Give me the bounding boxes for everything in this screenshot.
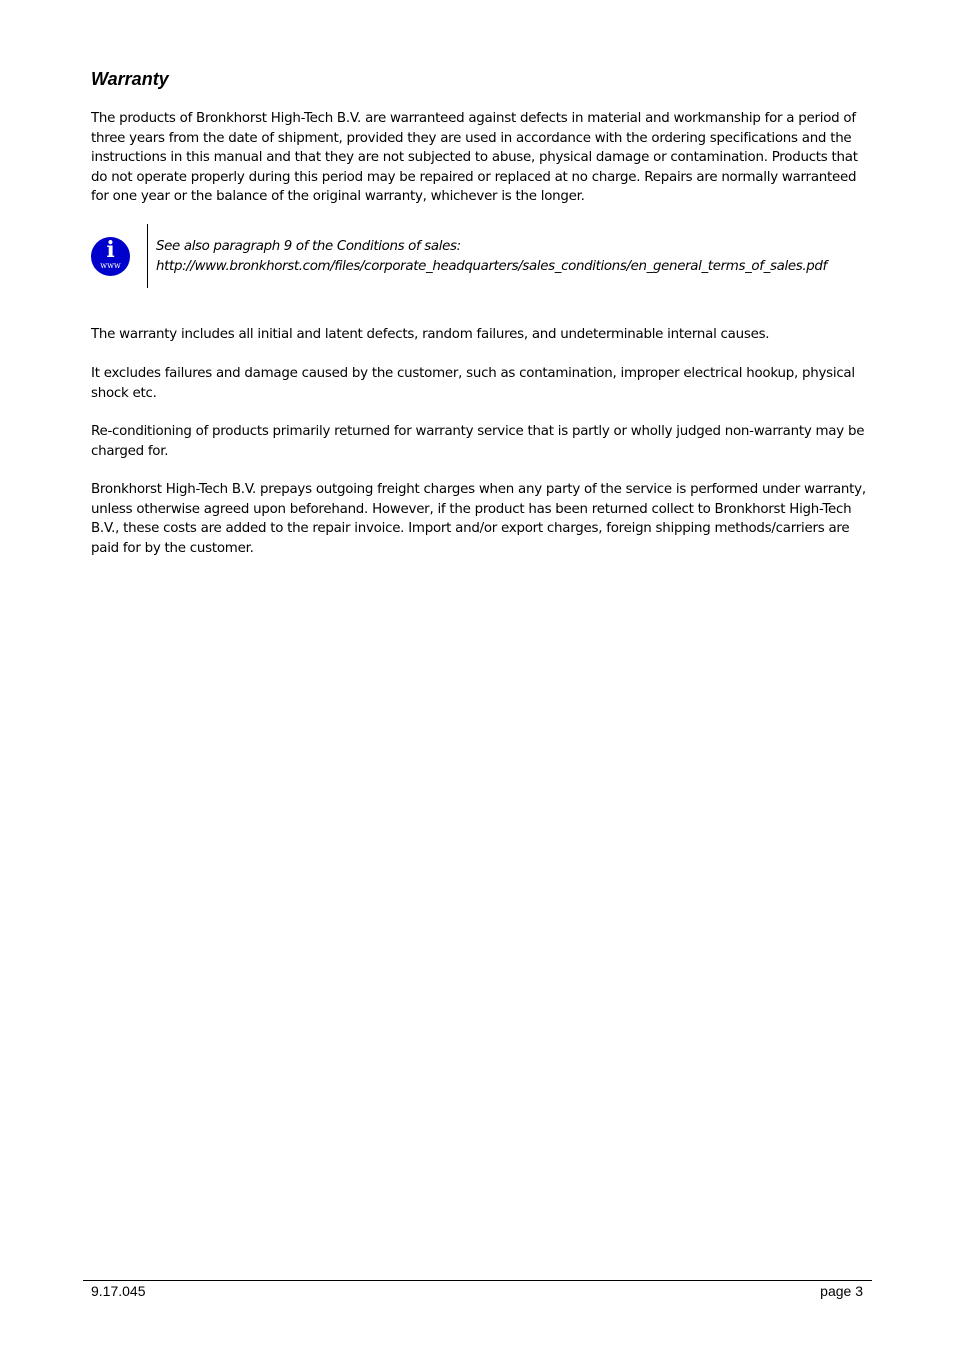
section-heading: Warranty: [91, 69, 169, 89]
freight-paragraph: Bronkhorst High-Tech B.V. prepays outgoing freight charges when any party of the service is performed under warranty, unless otherwise agreed upon beforehand. However, if the product has been returned collect to Bronkhorst High-Tech B.V., these costs are added to the repair invoice. Import and/or export charges, foreign shipping methods/carriers are paid for by the customer.: [91, 482, 866, 556]
note-line-reference: See also paragraph 9 of the Conditions of sales:: [156, 239, 461, 254]
page-number: page 3: [820, 1283, 863, 1299]
footer-divider: [83, 1280, 872, 1281]
www-caption: www: [100, 261, 121, 270]
info-note: [91, 224, 881, 288]
excludes-paragraph: It excludes failures and damage caused by the customer, such as contamination, improper electrical hookup, physical shock etc.: [91, 366, 855, 401]
note-text: [156, 237, 827, 276]
includes-paragraph: The warranty includes all initial and latent defects, random failures, and undeterminable internal causes.: [91, 327, 770, 342]
info-letter: i: [106, 237, 115, 263]
warranty-paragraph: The products of Bronkhorst High-Tech B.V. are warranteed against defects in material and workmanship for a period of three years from the date of shipment, provided they are used in accordance with the ordering specifications and the instructions in this manual and that they are not subjected to abuse, physical damage or contamination. Products that do not operate properly during this period may be repaired or replaced at no charge. Repairs are normally warranteed for one year or the balance of the original warranty, whichever is the longer.: [91, 111, 858, 205]
note-divider: [147, 224, 148, 288]
reconditioning-paragraph: Re-conditioning of products primarily returned for warranty service that is partly or wholly judged non-warranty may be charged for.: [91, 424, 865, 459]
note-line-url[interactable]: http://www.bronkhorst.com/files/corporate_headquarters/sales_conditions/en_general_terms_of_sales.pdf: [156, 258, 827, 274]
document-number: 9.17.045: [91, 1283, 146, 1299]
info-www-icon: [91, 237, 130, 276]
